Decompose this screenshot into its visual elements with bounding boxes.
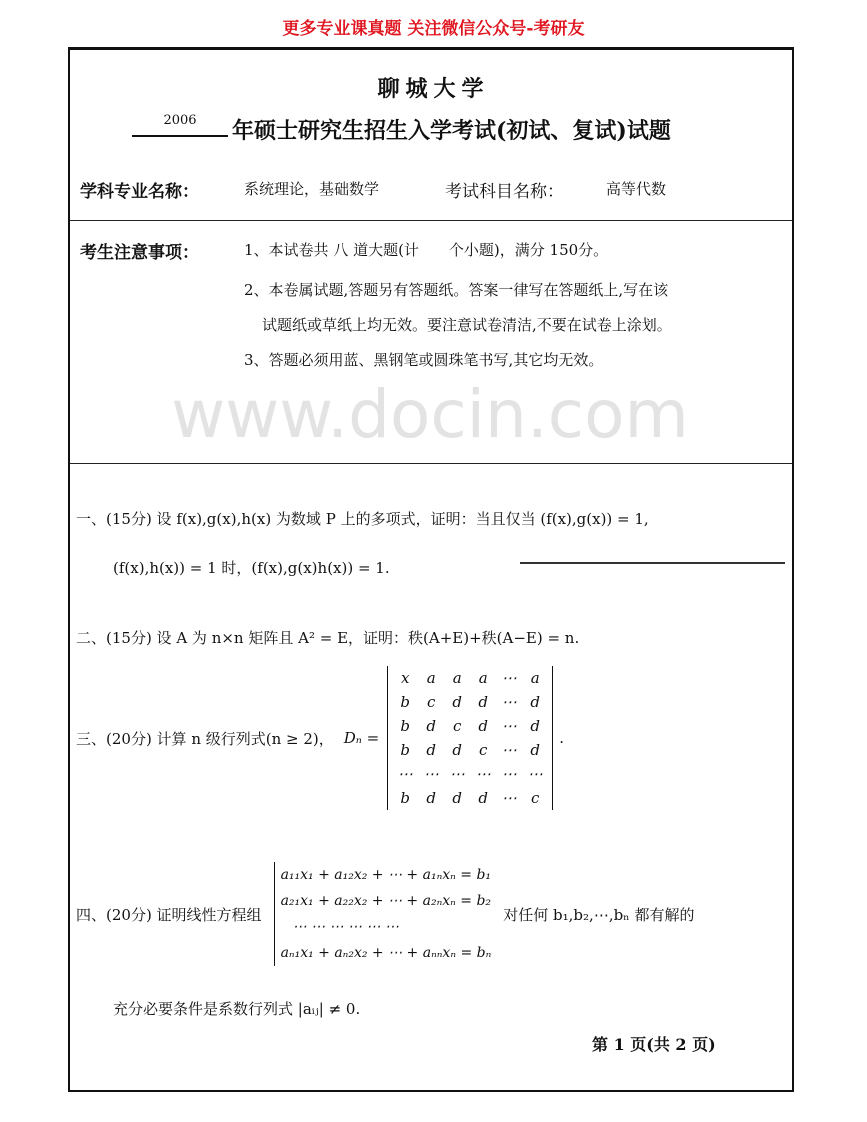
matrix-cell: x: [401, 669, 410, 687]
matrix-cell: d: [478, 693, 489, 711]
notice-item: 1、本试卷共 八 道大题(计 个小题)，满分 150分。: [244, 241, 609, 259]
matrix-cell: d: [530, 717, 541, 735]
subject-value: 高等代数: [606, 180, 667, 198]
matrix-row: [392, 762, 548, 786]
page-number: 第 1 页(共 2 页): [592, 1035, 716, 1054]
matrix-cell: a: [452, 669, 462, 687]
question-1-cont: (f(x),h(x)) = 1 时，(f(x),g(x)h(x)) = 1.: [113, 559, 390, 577]
matrix-cell: ⋯: [527, 765, 543, 783]
question-3: 三、(20分) 计算 n 级行列式(n ≥ 2)，: [76, 729, 334, 748]
equation-row: a₂₁x₁ + a₂₂x₂ + ⋯ + a₂ₙxₙ = b₂: [280, 893, 492, 909]
notice-item: 试题纸或草纸上均无效。要注意试卷清洁,不要在试卷上涂划。: [262, 316, 672, 334]
question-3-row: [76, 666, 564, 810]
watermark: www.docin.com: [171, 376, 689, 453]
matrix-cell: c: [453, 717, 462, 735]
matrix-cell: ⋯: [501, 669, 517, 687]
matrix-cell: d: [530, 693, 541, 711]
question-4-row: [76, 862, 694, 966]
matrix-cell: a: [478, 669, 488, 687]
matrix-row: [392, 738, 548, 762]
matrix-cell: c: [531, 789, 540, 807]
question-2: 二、(15分) 设 A 为 n×n 矩阵且 A² = E，证明：秩(A+E)+秩(A−E) = n.: [76, 629, 580, 647]
major-value: 系统理论，基础数学: [244, 180, 380, 198]
university-name: 聊城大学: [377, 76, 490, 102]
major-label: 学科专业名称：: [80, 182, 199, 202]
matrix-cell: ⋯: [501, 765, 517, 783]
matrix-cell: ⋯: [501, 693, 517, 711]
matrix-cell: ⋯: [397, 765, 413, 783]
notice-item: 3、答题必须用蓝、黑钢笔或圆珠笔书写,其它均无效。: [244, 351, 604, 369]
question-4: 四、(20分) 证明线性方程组: [76, 905, 262, 924]
matrix-cell: ⋯: [501, 789, 517, 807]
matrix-cell: b: [400, 789, 411, 807]
equation-row: a₁₁x₁ + a₁₂x₂ + ⋯ + a₁ₙxₙ = b₁: [280, 867, 492, 883]
question-4-suffix: 对任何 b₁,b₂,⋯,bₙ 都有解的: [503, 905, 695, 924]
matrix-cell: c: [427, 693, 436, 711]
question-4-cont: 充分必要条件是系数行列式 |aᵢⱼ| ≠ 0.: [113, 1000, 361, 1018]
notice-label: 考生注意事项：: [80, 243, 199, 263]
period: .: [559, 729, 565, 747]
scan-mark: [520, 562, 785, 564]
matrix-cell: d: [426, 717, 437, 735]
matrix-row: [392, 690, 548, 714]
matrix-cell: b: [400, 693, 411, 711]
exam-title: 年硕士研究生招生入学考试(初试、复试)试题: [232, 118, 671, 144]
promo-banner: 更多专业课真题 关注微信公众号-考研友: [282, 19, 585, 39]
matrix-cell: b: [400, 741, 411, 759]
matrix-row: [392, 666, 548, 690]
exam-year: 2006: [132, 111, 228, 137]
matrix-cell: b: [400, 717, 411, 735]
question-1: 一、(15分) 设 f(x),g(x),h(x) 为数域 P 上的多项式，证明：当且仅当 (f(x),g(x)) = 1,: [76, 510, 649, 528]
matrix-row: [392, 714, 548, 738]
matrix-cell: d: [452, 741, 463, 759]
matrix-row: [392, 786, 548, 810]
matrix-cell: d: [426, 741, 437, 759]
matrix-cell: ⋯: [501, 741, 517, 759]
equation-system: [274, 862, 492, 966]
matrix-cell: d: [478, 789, 489, 807]
matrix-cell: d: [478, 717, 489, 735]
matrix-cell: d: [452, 693, 463, 711]
matrix-cell: ⋯: [449, 765, 465, 783]
divider: [70, 220, 792, 221]
divider: [70, 463, 792, 464]
matrix-cell: c: [479, 741, 488, 759]
determinant-matrix: [387, 666, 553, 810]
equation-row: ⋯ ⋯ ⋯ ⋯ ⋯ ⋯: [292, 919, 399, 935]
matrix-cell: d: [452, 789, 463, 807]
notice-item: 2、本卷属试题,答题另有答题纸。答案一律写在答题纸上,写在该: [244, 281, 669, 299]
equation-row: aₙ₁x₁ + aₙ₂x₂ + ⋯ + aₙₙxₙ = bₙ: [280, 945, 492, 961]
matrix-cell: ⋯: [475, 765, 491, 783]
matrix-cell: d: [426, 789, 437, 807]
determinant-label: Dₙ =: [343, 729, 380, 747]
subject-label: 考试科目名称：: [445, 182, 564, 202]
matrix-cell: a: [530, 669, 540, 687]
matrix-cell: ⋯: [423, 765, 439, 783]
matrix-cell: a: [426, 669, 436, 687]
matrix-cell: ⋯: [501, 717, 517, 735]
matrix-cell: d: [530, 741, 541, 759]
